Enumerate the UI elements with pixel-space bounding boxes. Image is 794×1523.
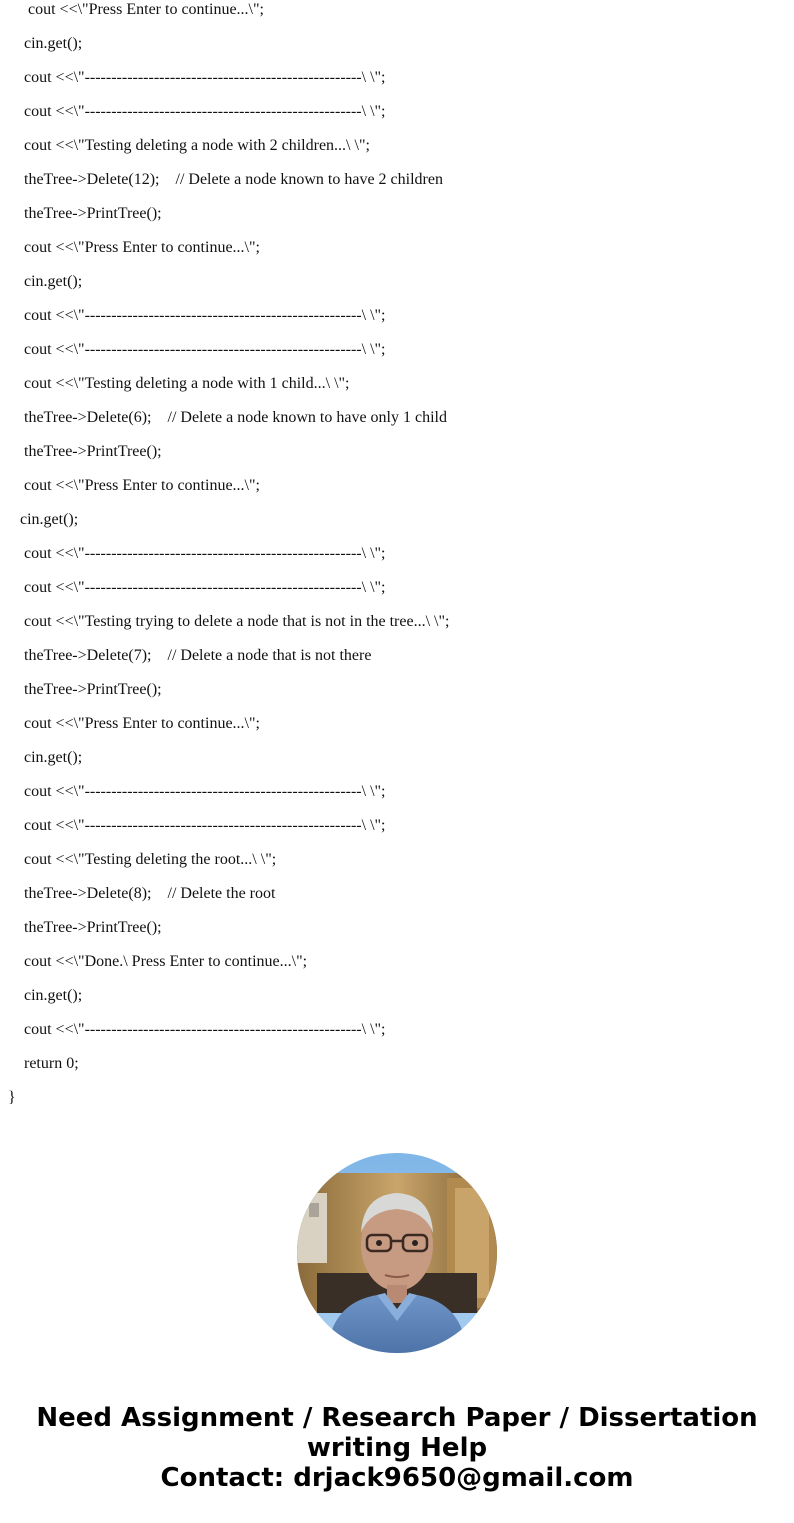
code-line: theTree->Delete(6); // Delete a node known to have only 1 child — [24, 409, 447, 426]
code-line: theTree->PrintTree(); — [24, 919, 162, 936]
code-line: cout <<\"----------------------------------------------------\ \"; — [24, 307, 386, 324]
code-line: return 0; — [24, 1055, 79, 1072]
code-line: theTree->Delete(8); // Delete the root — [24, 885, 276, 902]
code-line: cout <<\"----------------------------------------------------\ \"; — [24, 103, 386, 120]
code-line: cout <<\"Testing deleting the root...\ \"; — [24, 851, 277, 868]
code-line: cout <<\"----------------------------------------------------\ \"; — [24, 579, 386, 596]
code-line: cin.get(); — [20, 511, 79, 528]
code-line: theTree->PrintTree(); — [24, 681, 162, 698]
code-line: cout <<\"Done.\ Press Enter to continue...\"; — [24, 953, 308, 970]
code-line: cout <<\"Press Enter to continue...\"; — [24, 239, 260, 256]
code-line: cout <<\"Testing deleting a node with 1 child...\ \"; — [24, 375, 350, 392]
code-line: } — [8, 1089, 16, 1106]
code-line: cout <<\"Testing trying to delete a node that is not in the tree...\ \"; — [24, 613, 450, 630]
code-line: cout <<\"----------------------------------------------------\ \"; — [24, 69, 386, 86]
avatar — [297, 1153, 497, 1353]
code-line: cout <<\"Testing deleting a node with 2 children...\ \"; — [24, 137, 370, 154]
code-line: cout <<\"Press Enter to continue...\"; — [28, 1, 264, 18]
code-line: cout <<\"----------------------------------------------------\ \"; — [24, 545, 386, 562]
footer-line-3: Contact: drjack9650@gmail.com — [160, 1463, 634, 1493]
code-line: theTree->PrintTree(); — [24, 443, 162, 460]
code-line: cin.get(); — [24, 987, 83, 1004]
code-line: cin.get(); — [24, 273, 83, 290]
code-line: cout <<\"----------------------------------------------------\ \"; — [24, 783, 386, 800]
code-line: theTree->Delete(12); // Delete a node known to have 2 children — [24, 171, 443, 188]
code-line: theTree->Delete(7); // Delete a node that is not there — [24, 647, 372, 664]
code-line: cout <<\"----------------------------------------------------\ \"; — [24, 817, 386, 834]
code-line: cout <<\"Press Enter to continue...\"; — [24, 715, 260, 732]
code-line: cout <<\"Press Enter to continue...\"; — [24, 477, 260, 494]
avatar-portrait-image — [297, 1153, 497, 1353]
code-line: cout <<\"----------------------------------------------------\ \"; — [24, 1021, 386, 1038]
footer-contact — [0, 1403, 794, 1493]
footer-line-1: Need Assignment / Research Paper / Dissertation — [36, 1403, 758, 1433]
code-line: cin.get(); — [24, 749, 83, 766]
code-line: theTree->PrintTree(); — [24, 205, 162, 222]
footer-line-2: writing Help — [306, 1433, 488, 1463]
code-line: cout <<\"----------------------------------------------------\ \"; — [24, 341, 386, 358]
code-line: cin.get(); — [24, 35, 83, 52]
